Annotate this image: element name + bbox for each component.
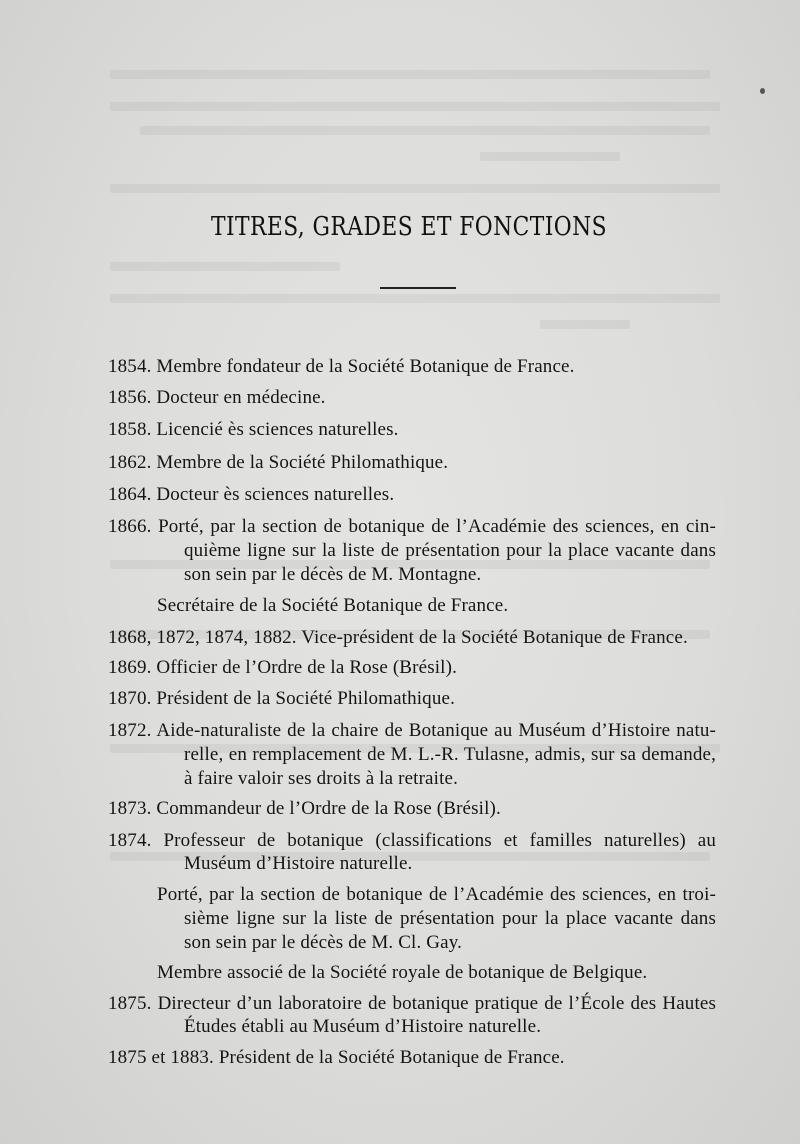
entry-year: 1872. [108, 720, 152, 741]
entry-continuation [184, 1015, 541, 1039]
entry-year: 1870. [108, 688, 152, 709]
entry-year: 1873. [108, 798, 152, 819]
entry-line [108, 418, 399, 442]
entry-text: Docteur en médecine. [156, 387, 326, 408]
ink-speck [760, 88, 765, 94]
entry-text-cont: quième ligne sur la liste de présentation pour la place vacante dans [184, 540, 716, 561]
entry-text: Aide-naturaliste de la chaire de Botanique au Muséum d’Histoire natu- [156, 720, 717, 741]
entry-text-cont: à faire valoir ses droits à la retraite. [184, 768, 458, 789]
entry-line [108, 687, 455, 711]
entry-year: 1866. [108, 516, 152, 537]
page-title: TITRES, GRADES ET FONCTIONS [210, 212, 608, 242]
entry-year: 1864. [108, 484, 152, 505]
entry-continuation [184, 767, 458, 791]
entry-text: Porté, par la section de botanique de l’Académie des sciences, en troi- [157, 884, 716, 905]
entry-year: 1868, 1872, 1874, 1882. [108, 627, 297, 648]
entry-year: 1862. [108, 452, 152, 473]
entry-line [108, 829, 716, 853]
entry-line [108, 483, 394, 507]
entry-line [108, 451, 448, 475]
entry-year: 1854. [108, 356, 152, 377]
entry-year: 1874. [108, 830, 152, 851]
title-rule [380, 287, 456, 289]
entry-continuation [184, 563, 481, 587]
entry-year: 1858. [108, 419, 152, 440]
entry-line [157, 883, 716, 907]
entry-year: 1869. [108, 657, 152, 678]
entry-continuation [184, 743, 716, 767]
entry-line [157, 594, 508, 618]
entry-text-cont: relle, en remplacement de M. L.-R. Tulasne, admis, sur sa demande, [184, 744, 716, 765]
entry-text: Officier de l’Ordre de la Rose (Brésil). [156, 657, 457, 678]
entry-text: Commandeur de l’Ordre de la Rose (Brésil). [156, 798, 501, 819]
entry-continuation [184, 931, 462, 955]
entry-line [157, 961, 647, 985]
entry-line [108, 656, 457, 680]
entry-text: Docteur ès sciences naturelles. [156, 484, 395, 505]
entry-text: Licencié ès sciences naturelles. [156, 419, 399, 440]
entry-text-cont: Études établi au Muséum d’Histoire naturelle. [184, 1016, 542, 1037]
entry-line [108, 992, 716, 1016]
entry-year: 1856. [108, 387, 152, 408]
entry-text-cont: son sein par le décès de M. Montagne. [184, 564, 482, 585]
entry-continuation [184, 852, 412, 876]
entry-text: Président de la Société Philomathique. [156, 688, 455, 709]
entry-year: 1875. [108, 993, 152, 1014]
entry-text-cont: son sein par le décès de M. Cl. Gay. [184, 932, 463, 953]
entry-text: Porté, par la section de botanique de l’Académie des sciences, en cin- [158, 516, 716, 537]
entry-text: Membre fondateur de la Société Botanique de France. [156, 356, 575, 377]
entry-text-cont: Muséum d’Histoire naturelle. [184, 853, 413, 874]
entry-text-cont: sième ligne sur la liste de présentation pour la place vacante dans [184, 908, 716, 929]
entry-year: 1875 et 1883. [108, 1047, 214, 1068]
entry-line [108, 355, 575, 379]
entry-line [108, 626, 688, 650]
entry-text: Membre associé de la Société royale de botanique de Belgique. [157, 962, 648, 983]
entry-text: Président de la Société Botanique de France. [218, 1047, 565, 1068]
entry-text: Directeur d’un laboratoire de botanique pratique de l’École des Hautes [157, 993, 716, 1014]
entry-text: Professeur de botanique (classifications et familles naturelles) au [163, 830, 716, 851]
entry-text: Membre de la Société Philomathique. [156, 452, 449, 473]
entry-continuation [184, 539, 716, 563]
entry-line [108, 1046, 565, 1070]
entry-line [108, 386, 326, 410]
entry-line [108, 719, 716, 743]
entry-line [108, 515, 716, 539]
entry-text: Secrétaire de la Société Botanique de France. [157, 595, 509, 616]
entry-line [108, 797, 501, 821]
entry-continuation [184, 907, 716, 931]
entry-text: Vice-président de la Société Botanique de France. [301, 627, 688, 648]
